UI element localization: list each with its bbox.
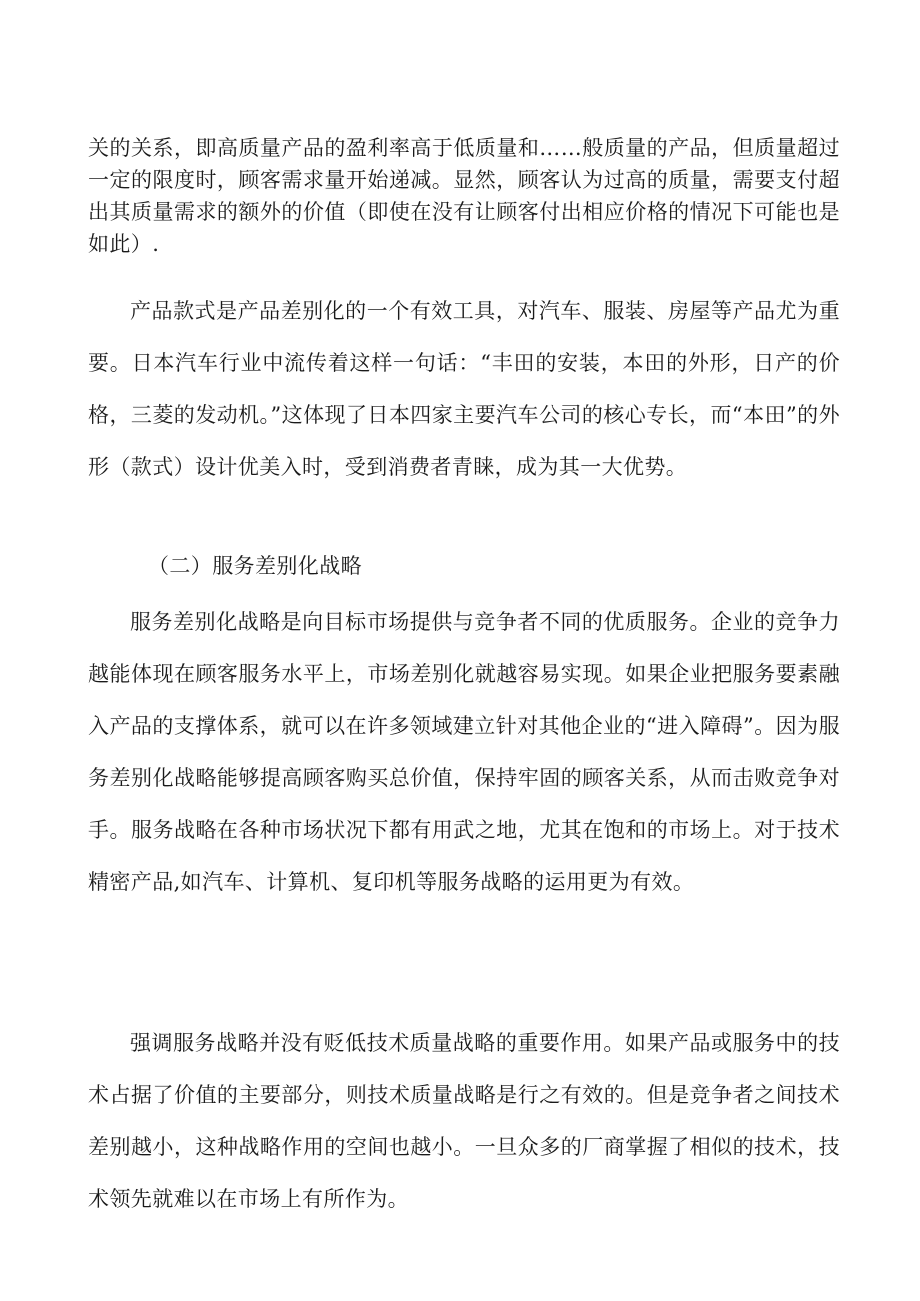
- paragraph-product-style: 产品款式是产品差别化的一个有效工具，对汽车、服装、房屋等产品尤为重要。日本汽车行业中流传着这样一句话：“丰田的安装，本田的外形，日产的价格，三菱的发动机。”这体现了日本四家主要汽车公司的核心专长，而“本田”的外形（款式）设计优美入时，受到消费者青睐，成为其一大优势。: [88, 299, 840, 479]
- paragraph-technical-quality: 强调服务战略并没有贬低技术质量战略的重要作用。如果产品或服务中的技术占据了价值的主要部分，则技术质量战略是行之有效的。但是竞争者之间技术差别越小，这种战略作用的空间也越小。一旦众多的厂商掌握了相似的技术，技术领先就难以在市场上有所作为。: [88, 1031, 840, 1211]
- paragraph-quality-relation: 关的关系，即高质量产品的盈利率高于低质量和……般质量的产品，但质量超过一定的限度时，顾客需求量开始递减。显然，顾客认为过高的质量，需要支付超出其质量需求的额外的价值（即使在没有让顾客付出相应价格的情况下可能也是如此）.: [88, 136, 840, 256]
- paragraph-service-strategy: 服务差别化战略是向目标市场提供与竞争者不同的优质服务。企业的竞争力越能体现在顾客服务水平上，市场差别化就越容易实现。如果企业把服务要素融入产品的支撑体系，就可以在许多领域建立针对其他企业的“进入障碍”。因为服务差别化战略能够提高顾客购买总价值，保持牢固的顾客关系，从而击败竞争对手。服务战略在各种市场状况下都有用武之地，尤其在饱和的市场上。对于技术精密产品,如汽车、计算机、复印机等服务战略的运用更为有效。: [88, 610, 840, 894]
- section-heading-service-differentiation: （二）服务差别化战略: [148, 554, 362, 578]
